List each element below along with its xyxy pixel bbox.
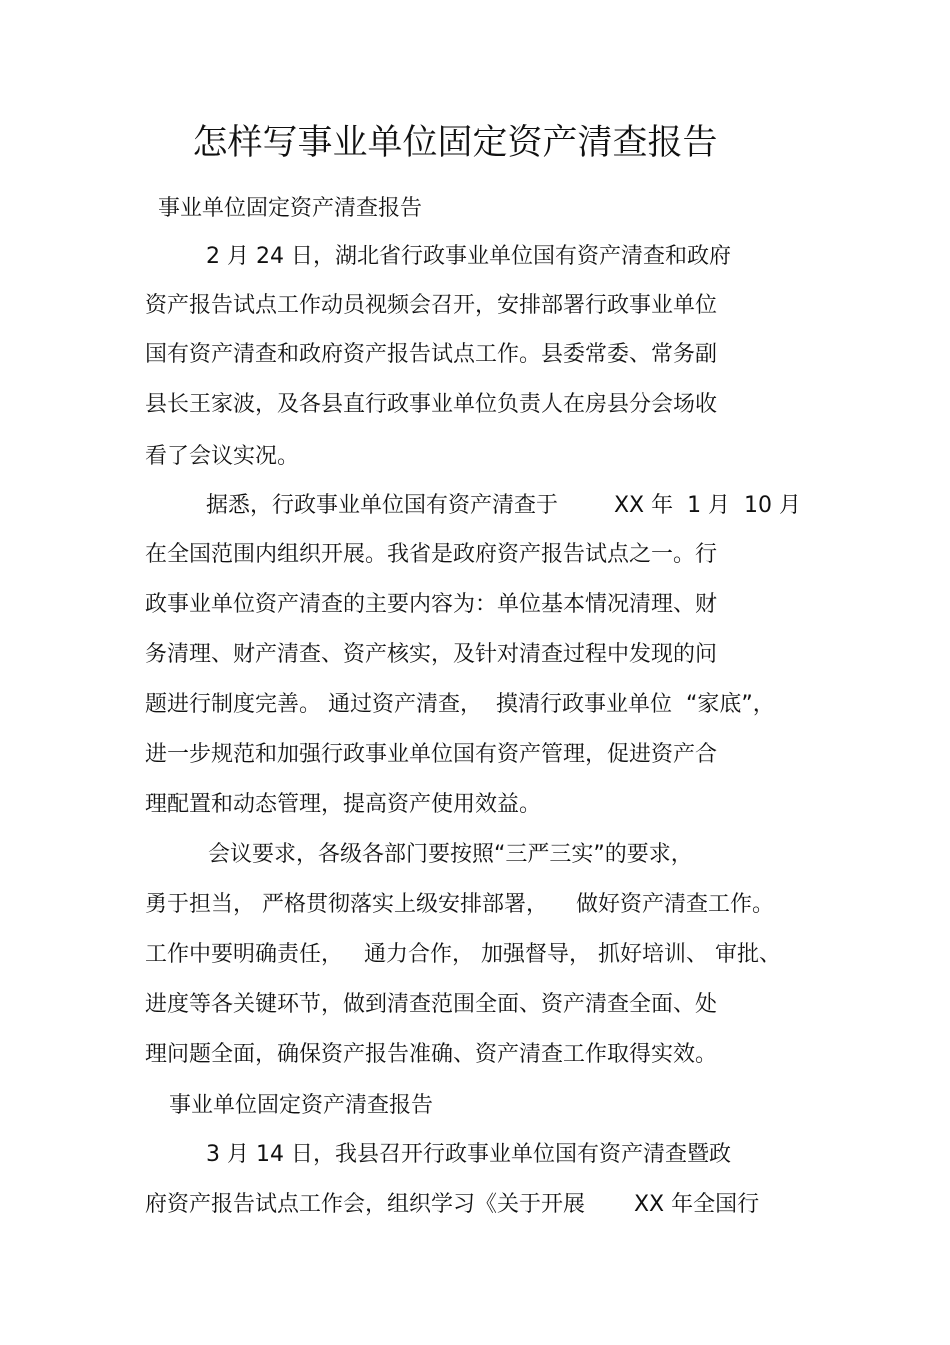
paragraph-line: 进度等各关键环节，做到清查范围全面、资产清查全面、处 xyxy=(145,992,718,1017)
paragraph-line: 工作中要明确责任， 通力合作， 加强督导， 抓好培训、 审批、 xyxy=(145,942,781,967)
paragraph-line: 2 月 24 日，湖北省行政事业单位国有资产清查和政府 xyxy=(206,244,731,269)
paragraph-line: 勇于担当， 严格贯彻落实上级安排部署， 做好资产清查工作。 xyxy=(145,892,774,917)
paragraph-line: 务清理、财产清查、资产核实，及针对清查过程中发现的问 xyxy=(145,642,718,667)
paragraph-line: 理问题全面，确保资产报告准确、资产清查工作取得实效。 xyxy=(145,1042,718,1067)
paragraph-line: 据悉，行政事业单位国有资产清查于 XX 年 1 月 10 月 xyxy=(206,493,802,518)
section-heading: 事业单位固定资产清查报告 xyxy=(169,1093,434,1118)
paragraph-line: 看了会议实况。 xyxy=(145,444,300,469)
paragraph-line: 3 月 14 日，我县召开行政事业单位国有资产清查暨政 xyxy=(206,1142,731,1167)
paragraph-line: 国有资产清查和政府资产报告试点工作。县委常委、常务副 xyxy=(145,342,718,367)
paragraph-line: 理配置和动态管理，提高资产使用效益。 xyxy=(145,792,542,817)
paragraph-line: 政事业单位资产清查的主要内容为：单位基本情况清理、财 xyxy=(145,592,718,617)
paragraph-line: 题进行制度完善。 通过资产清查， 摸清行政事业单位 “家底”， xyxy=(145,692,775,717)
paragraph-line: 县长王家波，及各县直行政事业单位负责人在房县分会场收 xyxy=(145,392,718,417)
document-title: 怎样写事业单位固定资产清查报告 xyxy=(192,123,718,163)
section-heading: 事业单位固定资产清查报告 xyxy=(158,196,423,221)
paragraph-line: 在全国范围内组织开展。我省是政府资产报告试点之一。行 xyxy=(145,542,718,567)
paragraph-line: 府资产报告试点工作会，组织学习《关于开展 XX 年全国行 xyxy=(145,1192,760,1217)
paragraph-line: 进一步规范和加强行政事业单位国有资产管理，促进资产合 xyxy=(145,742,718,767)
paragraph-line: 资产报告试点工作动员视频会召开，安排部署行政事业单位 xyxy=(145,293,718,318)
paragraph-line: 会议要求，各级各部门要按照“三严三实”的要求， xyxy=(208,842,693,867)
